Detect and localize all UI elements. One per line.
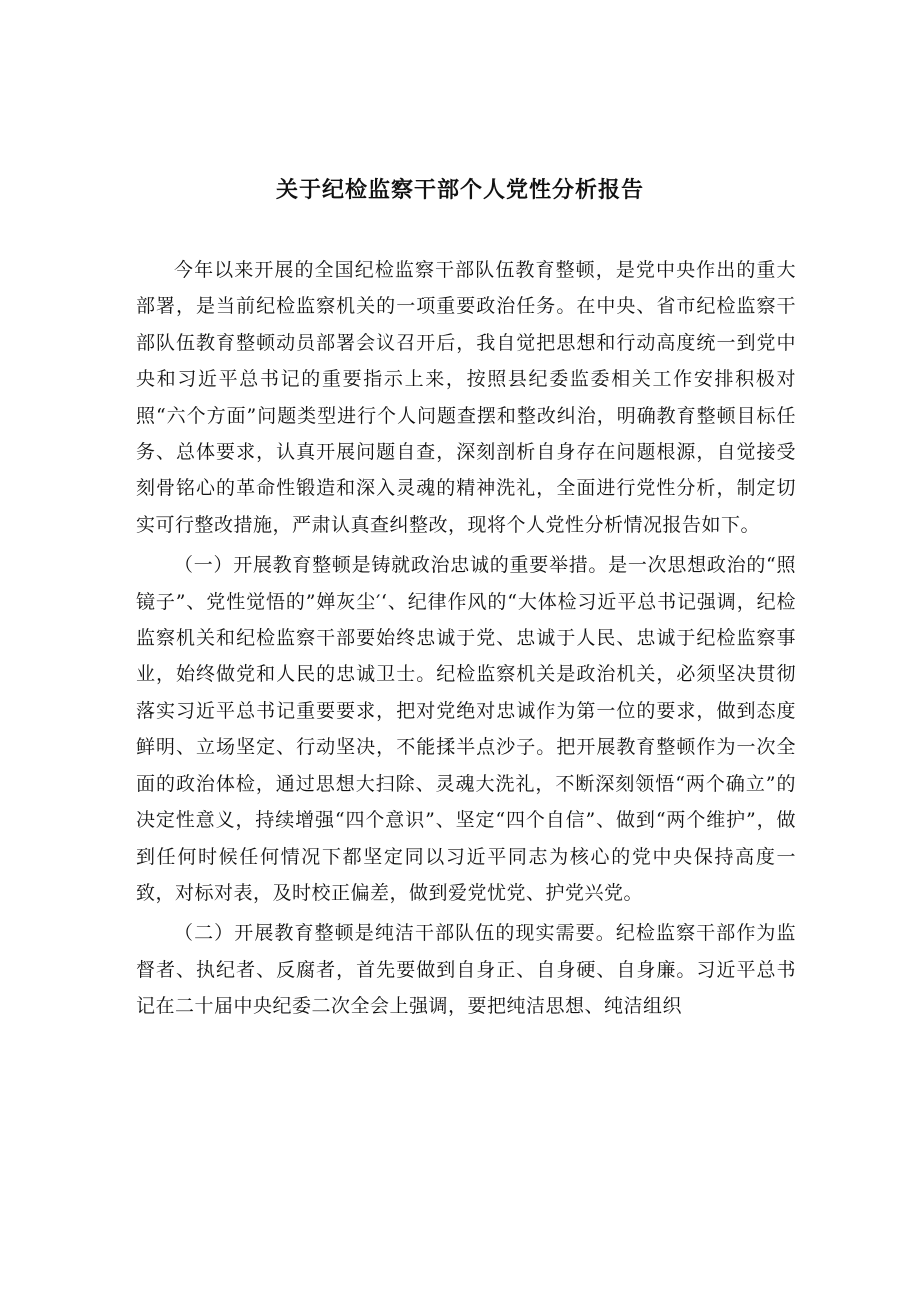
paragraph-intro: 今年以来开展的全国纪检监察干部队伍教育整顿，是党中央作出的重大部署，是当前纪检监察机关的一项重要政治任务。在中央、省市纪检监察干部队伍教育整顿动员部署会议召开后，我自觉把思想和行动高度统一到党中央和习近平总书记的重要指示上来，按照县纪委监委相关工作安排积极对照“六个方面”问题类型进行个人问题查摆和整改纠治，明确教育整顿目标任务、总体要求，认真开展问题自查，深刻剖析自身存在问题根源，自觉接受刻骨铭心的革命性锻造和深入灵魂的精神洗礼，全面进行党性分析，制定切实可行整改措施，严肃认真查纠整改，现将个人党性分析情况报告如下。 [136, 259, 796, 536]
document-title: 关于纪检监察干部个人党性分析报告 [275, 178, 644, 203]
document-body [136, 252, 796, 1025]
paragraph-section-2: （二）开展教育整顿是纯洁干部队伍的现实需要。纪检监察干部作为监督者、执纪者、反腐者，首先要做到自身正、自身硬、自身廉。习近平总书记在二十届中央纪委二次全会上强调，要把纯洁思想、纯洁组织 [136, 922, 796, 1018]
paragraph-section-1: （一）开展教育整顿是铸就政治忠诚的重要举措。是一次思想政治的“照镜子”、党性觉悟的”婵灰尘′‘、纪律作风的“大体检习近平总书记强调，纪检监察机关和纪检监察干部要始终忠诚于党、忠诚于人民、忠诚于纪检监察事业，始终做党和人民的忠诚卫士。纪检监察机关是政治机关，必须坚决贯彻落实习近平总书记重要要求，把对党绝对忠诚作为第一位的要求，做到态度鲜明、立场坚定、行动坚决，不能揉半点沙子。把开展教育整顿作为一次全面的政治体检，通过思想大扫除、灵魂大洗礼，不断深刻领悟“两个确立”的决定性意义，持续增强“四个意识”、坚定“四个自信”、做到“两个维护”，做到任何时候任何情况下都坚定同以习近平同志为核心的党中央保持高度一致，对标对表，及时校正偏差，做到爱党忧党、护党兴党。 [136, 554, 796, 904]
